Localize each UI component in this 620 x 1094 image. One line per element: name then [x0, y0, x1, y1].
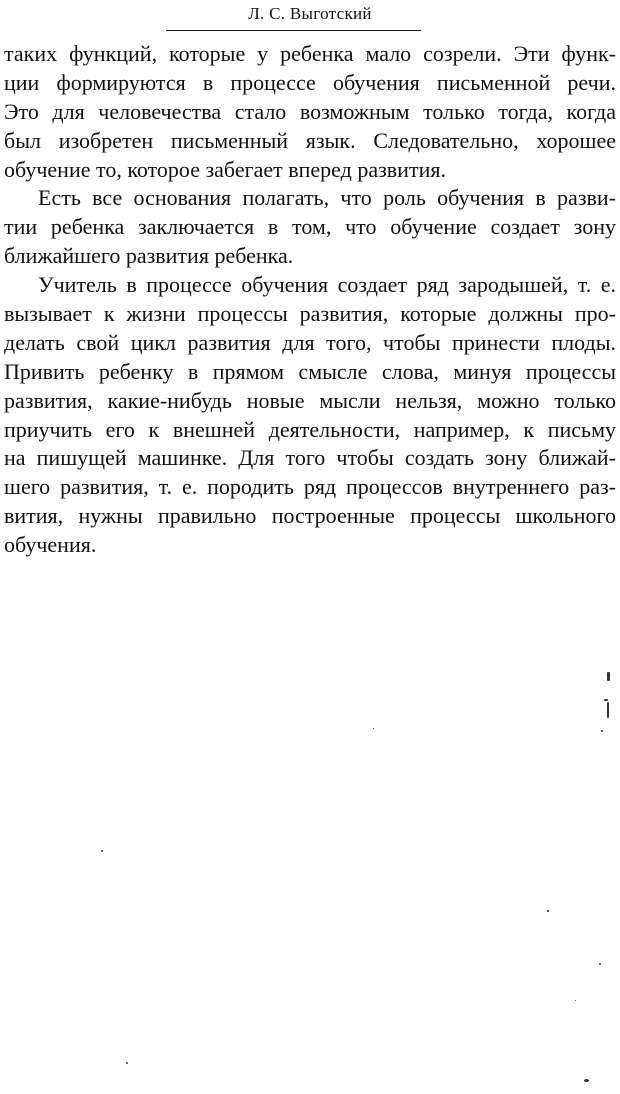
text-line: обучения. — [4, 532, 97, 558]
running-header: Л. С. Выготский — [248, 4, 372, 23]
text-line: ции формируются в процессе обучения письменной речи. — [4, 69, 616, 95]
paragraph — [4, 40, 616, 184]
text-line: Привить ребенку в прямом смысле слова, минуя процессы — [4, 358, 616, 384]
scan-speck — [575, 1000, 576, 1001]
scan-speck — [547, 910, 549, 912]
scan-speck — [607, 672, 610, 681]
scan-speck — [101, 850, 103, 852]
scan-speck — [373, 728, 374, 729]
scan-speck — [607, 702, 609, 718]
text-line: Есть все основания полагать, что роль обучения в разви- — [38, 185, 616, 211]
header-rule — [166, 30, 421, 31]
text-line: шего развития, т. е. породить ряд процессов внутреннего раз- — [4, 474, 616, 500]
scan-speck — [601, 730, 603, 732]
text-line: тии ребенка заключается в том, что обучение создает зону — [4, 214, 616, 240]
text-line: приучить его к внешней деятельности, например, к письму — [4, 416, 616, 442]
paragraph — [4, 184, 616, 271]
paragraph — [4, 271, 616, 560]
text-line: развития, какие-нибудь новые мысли нельзя, можно только — [4, 387, 616, 413]
text-line: Учитель в процессе обучения создает ряд зародышей, т. е. — [38, 272, 616, 298]
scan-speck — [584, 1079, 589, 1082]
text-line: на пишущей машинке. Для того чтобы создать зону ближай- — [4, 445, 616, 471]
text-line: Это для человечества стало возможным только тогда, когда — [4, 98, 616, 124]
text-line: делать свой цикл развития для того, чтобы принести плоды. — [4, 329, 616, 355]
text-line: таких функций, которые у ребенка мало созрели. Эти функ- — [4, 41, 616, 66]
body-text — [4, 40, 616, 560]
text-line: вития, нужны правильно построенные процессы школьного — [4, 503, 616, 529]
text-line: вызывает к жизни процессы развития, которые должны про- — [4, 301, 616, 327]
scan-speck — [604, 699, 608, 701]
text-line: обучение то, которое забегает вперед развития. — [4, 156, 446, 182]
text-line: был изобретен письменный язык. Следовательно, хорошее — [4, 127, 616, 153]
scan-speck — [126, 1062, 128, 1064]
scan-speck — [599, 963, 601, 965]
text-line: ближайшего развития ребенка. — [4, 243, 294, 269]
